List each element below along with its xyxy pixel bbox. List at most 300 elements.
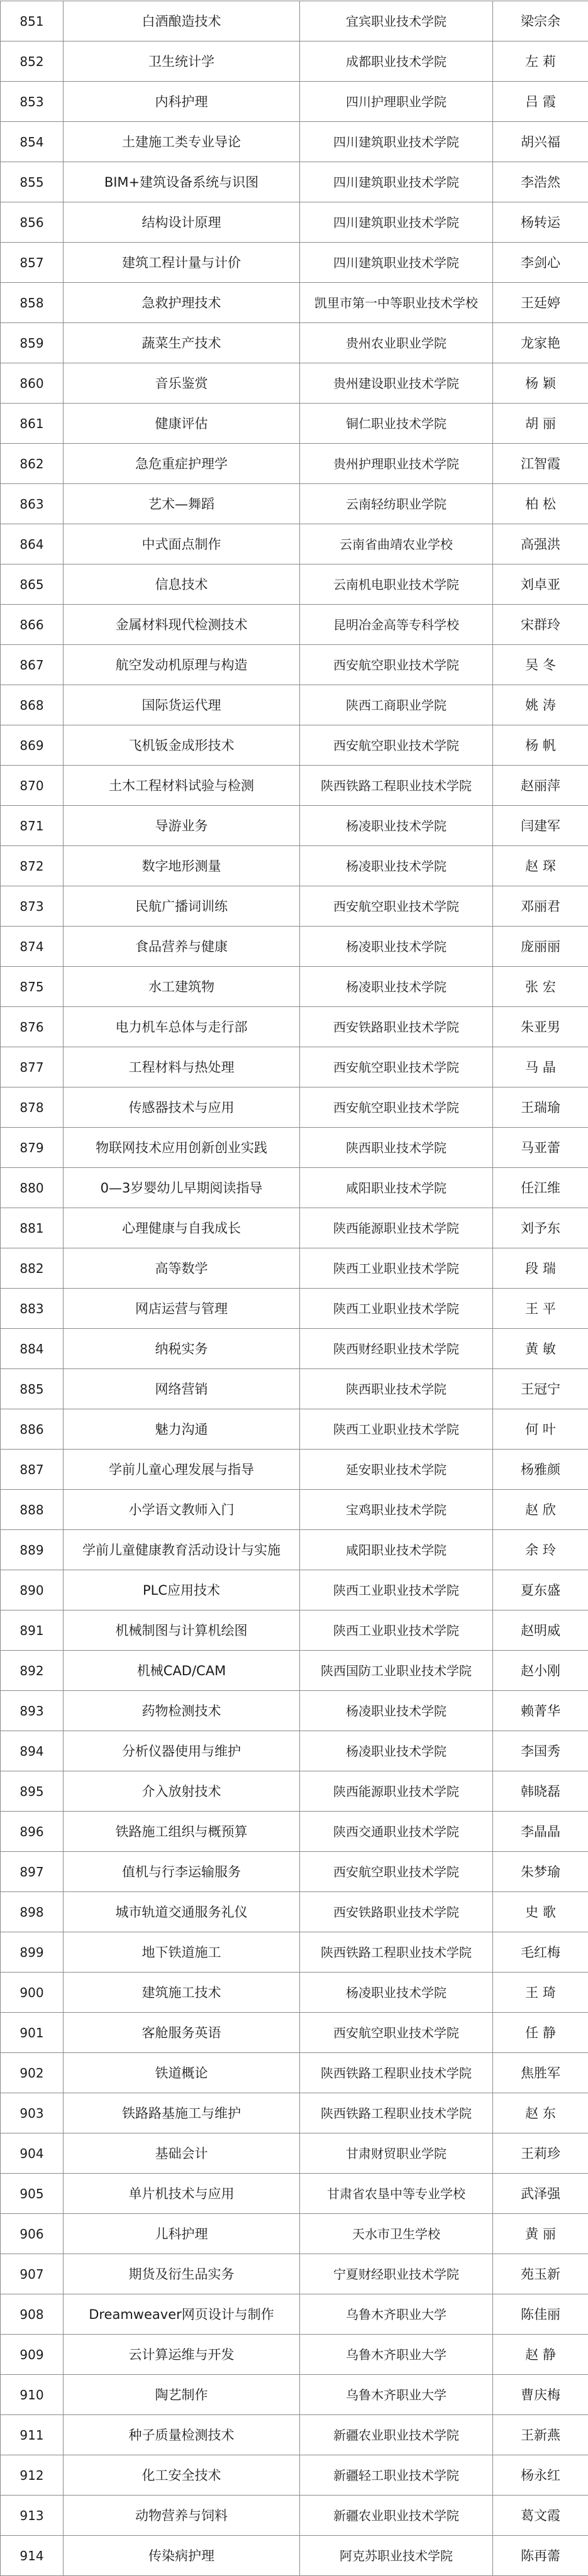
table-row <box>1 1248 588 1289</box>
course-name: 建筑施工技术 <box>64 1973 300 2013</box>
row-number: 851 <box>1 1 64 41</box>
row-number: 873 <box>1 886 64 927</box>
course-name: 卫生统计学 <box>64 41 300 82</box>
school-name: 四川建筑职业技术学院 <box>300 122 493 162</box>
row-number: 853 <box>1 82 64 122</box>
table-row <box>1 323 588 363</box>
row-number: 914 <box>1 2536 64 2576</box>
row-number: 899 <box>1 1932 64 1973</box>
row-number: 911 <box>1 2415 64 2455</box>
row-number: 863 <box>1 484 64 524</box>
school-name: 西安铁路职业技术学院 <box>300 1892 493 1932</box>
table-row <box>1 524 588 564</box>
row-number: 877 <box>1 1047 64 1087</box>
row-number: 854 <box>1 122 64 162</box>
school-name: 杨凌职业技术学院 <box>300 927 493 967</box>
course-name: 音乐鉴赏 <box>64 363 300 404</box>
row-number: 860 <box>1 363 64 404</box>
lead-person: 张 宏 <box>493 967 588 1007</box>
row-number: 881 <box>1 1208 64 1248</box>
course-name: 分析仪器使用与维护 <box>64 1731 300 1771</box>
course-name: 单片机技术与应用 <box>64 2174 300 2214</box>
lead-person: 马 晶 <box>493 1047 588 1087</box>
lead-person: 史 歌 <box>493 1892 588 1932</box>
row-number: 870 <box>1 766 64 806</box>
lead-person: 刘予东 <box>493 1208 588 1248</box>
lead-person: 赵 静 <box>493 2335 588 2375</box>
course-name: 城市轨道交通服务礼仪 <box>64 1892 300 1932</box>
school-name: 西安航空职业技术学院 <box>300 725 493 766</box>
row-number: 908 <box>1 2294 64 2335</box>
school-name: 陕西工业职业技术学院 <box>300 1409 493 1450</box>
table-row <box>1 1731 588 1771</box>
row-number: 856 <box>1 202 64 243</box>
school-name: 陕西铁路工程职业技术学院 <box>300 2053 493 2093</box>
row-number: 883 <box>1 1289 64 1329</box>
row-number: 866 <box>1 605 64 645</box>
course-name: 陶艺制作 <box>64 2375 300 2415</box>
lead-person: 高强洪 <box>493 524 588 564</box>
table-row <box>1 1450 588 1490</box>
lead-person: 任 静 <box>493 2013 588 2053</box>
school-name: 贵州护理职业技术学院 <box>300 444 493 484</box>
course-name: 物联网技术应用创新创业实践 <box>64 1128 300 1168</box>
lead-person: 李晶晶 <box>493 1812 588 1852</box>
row-number: 895 <box>1 1771 64 1812</box>
row-number: 912 <box>1 2455 64 2496</box>
table-row <box>1 243 588 283</box>
lead-person: 段 瑞 <box>493 1248 588 1289</box>
lead-person: 杨 颖 <box>493 363 588 404</box>
school-name: 陕西能源职业技术学院 <box>300 1771 493 1812</box>
school-name: 陕西能源职业技术学院 <box>300 1208 493 1248</box>
row-number: 898 <box>1 1892 64 1932</box>
course-name: 蔬菜生产技术 <box>64 323 300 363</box>
lead-person: 左 莉 <box>493 41 588 82</box>
lead-person: 李剑心 <box>493 243 588 283</box>
lead-person: 夏东盛 <box>493 1570 588 1610</box>
school-name: 阿克苏职业技术学院 <box>300 2536 493 2576</box>
school-name: 四川建筑职业技术学院 <box>300 162 493 202</box>
lead-person: 韩晓磊 <box>493 1771 588 1812</box>
table-row <box>1 1369 588 1409</box>
lead-person: 朱亚男 <box>493 1007 588 1047</box>
row-number: 852 <box>1 41 64 82</box>
school-name: 杨凌职业技术学院 <box>300 1691 493 1731</box>
course-name: 铁道概论 <box>64 2053 300 2093</box>
school-name: 陕西工业职业技术学院 <box>300 1289 493 1329</box>
table-row <box>1 1973 588 2013</box>
row-number: 857 <box>1 243 64 283</box>
course-name: 云计算运维与开发 <box>64 2335 300 2375</box>
lead-person: 曹庆梅 <box>493 2375 588 2415</box>
course-name: 飞机钣金成形技术 <box>64 725 300 766</box>
course-name: 客舱服务英语 <box>64 2013 300 2053</box>
row-number: 869 <box>1 725 64 766</box>
table-row <box>1 1 588 41</box>
table-row <box>1 162 588 202</box>
school-name: 云南机电职业技术学院 <box>300 564 493 605</box>
school-name: 陕西国防工业职业技术学院 <box>300 1651 493 1691</box>
row-number: 904 <box>1 2133 64 2174</box>
row-number: 893 <box>1 1691 64 1731</box>
course-name: 内科护理 <box>64 82 300 122</box>
lead-person: 苑玉新 <box>493 2254 588 2294</box>
school-name: 四川建筑职业技术学院 <box>300 202 493 243</box>
lead-person: 邓丽君 <box>493 886 588 927</box>
lead-person: 李国秀 <box>493 1731 588 1771</box>
row-number: 867 <box>1 645 64 685</box>
school-name: 西安航空职业技术学院 <box>300 886 493 927</box>
course-name: Dreamweaver网页设计与制作 <box>64 2294 300 2335</box>
school-name: 贵州农业职业学院 <box>300 323 493 363</box>
table-row <box>1 2375 588 2415</box>
course-name: 儿科护理 <box>64 2214 300 2254</box>
table-row <box>1 2133 588 2174</box>
table-row <box>1 2214 588 2254</box>
table-row <box>1 1852 588 1892</box>
lead-person: 王 平 <box>493 1289 588 1329</box>
school-name: 陕西工业职业技术学院 <box>300 1610 493 1651</box>
school-name: 陕西财经职业技术学院 <box>300 1329 493 1369</box>
school-name: 宜宾职业技术学院 <box>300 1 493 41</box>
table-row <box>1 2536 588 2576</box>
school-name: 新疆农业职业技术学院 <box>300 2415 493 2455</box>
lead-person: 李浩然 <box>493 162 588 202</box>
course-name: 高等数学 <box>64 1248 300 1289</box>
table-row <box>1 2254 588 2294</box>
school-name: 西安航空职业技术学院 <box>300 1047 493 1087</box>
school-name: 陕西职业技术学院 <box>300 1128 493 1168</box>
row-number: 868 <box>1 685 64 725</box>
course-name: 白酒酿造技术 <box>64 1 300 41</box>
lead-person: 赵 东 <box>493 2093 588 2133</box>
lead-person: 王莉珍 <box>493 2133 588 2174</box>
course-name: 介入放射技术 <box>64 1771 300 1812</box>
lead-person: 吴 冬 <box>493 645 588 685</box>
table-row <box>1 1651 588 1691</box>
school-name: 杨凌职业技术学院 <box>300 1973 493 2013</box>
school-name: 延安职业技术学院 <box>300 1450 493 1490</box>
school-name: 杨凌职业技术学院 <box>300 1731 493 1771</box>
row-number: 878 <box>1 1087 64 1128</box>
school-name: 杨凌职业技术学院 <box>300 967 493 1007</box>
course-name: 传感器技术与应用 <box>64 1087 300 1128</box>
school-name: 凯里市第一中等职业技术学校 <box>300 283 493 323</box>
lead-person: 黄 丽 <box>493 2214 588 2254</box>
row-number: 880 <box>1 1168 64 1208</box>
table-row <box>1 404 588 444</box>
school-name: 西安航空职业技术学院 <box>300 1852 493 1892</box>
lead-person: 梁宗余 <box>493 1 588 41</box>
course-name: 导游业务 <box>64 806 300 846</box>
course-name: 健康评估 <box>64 404 300 444</box>
school-name: 陕西铁路工程职业技术学院 <box>300 2093 493 2133</box>
row-number: 884 <box>1 1329 64 1369</box>
table-row <box>1 1932 588 1973</box>
row-number: 887 <box>1 1450 64 1490</box>
lead-person: 江智霞 <box>493 444 588 484</box>
lead-person: 胡 丽 <box>493 404 588 444</box>
table-row <box>1 283 588 323</box>
lead-person: 焦胜军 <box>493 2053 588 2093</box>
row-number: 894 <box>1 1731 64 1771</box>
school-name: 西安航空职业技术学院 <box>300 1087 493 1128</box>
lead-person: 姚 涛 <box>493 685 588 725</box>
row-number: 864 <box>1 524 64 564</box>
course-name: BIM+建筑设备系统与识图 <box>64 162 300 202</box>
lead-person: 刘卓亚 <box>493 564 588 605</box>
course-name: 急救护理技术 <box>64 283 300 323</box>
table-row <box>1 82 588 122</box>
school-name: 陕西职业技术学院 <box>300 1369 493 1409</box>
lead-person: 龙家艳 <box>493 323 588 363</box>
row-number: 896 <box>1 1812 64 1852</box>
table-body <box>1 1 588 2576</box>
lead-person: 赵 琛 <box>493 846 588 886</box>
school-name: 西安航空职业技术学院 <box>300 645 493 685</box>
school-name: 陕西交通职业技术学院 <box>300 1812 493 1852</box>
school-name: 杨凌职业技术学院 <box>300 846 493 886</box>
course-name: 金属材料现代检测技术 <box>64 605 300 645</box>
lead-person: 何 叶 <box>493 1409 588 1450</box>
school-name: 云南省曲靖农业学校 <box>300 524 493 564</box>
table-row <box>1 1610 588 1651</box>
course-name: 纳税实务 <box>64 1329 300 1369</box>
lead-person: 武泽强 <box>493 2174 588 2214</box>
lead-person: 杨永红 <box>493 2455 588 2496</box>
table-row <box>1 645 588 685</box>
course-name: 学前儿童心理发展与指导 <box>64 1450 300 1490</box>
lead-person: 胡兴福 <box>493 122 588 162</box>
lead-person: 闫建军 <box>493 806 588 846</box>
school-name: 宁夏财经职业技术学院 <box>300 2254 493 2294</box>
table-row <box>1 363 588 404</box>
table-row <box>1 1771 588 1812</box>
school-name: 四川建筑职业技术学院 <box>300 243 493 283</box>
course-name: 动物营养与饲料 <box>64 2496 300 2536</box>
lead-person: 黄 敏 <box>493 1329 588 1369</box>
row-number: 890 <box>1 1570 64 1610</box>
course-name: 心理健康与自我成长 <box>64 1208 300 1248</box>
row-number: 879 <box>1 1128 64 1168</box>
course-name: 艺术—舞蹈 <box>64 484 300 524</box>
row-number: 862 <box>1 444 64 484</box>
lead-person: 任江维 <box>493 1168 588 1208</box>
row-number: 900 <box>1 1973 64 2013</box>
table-row <box>1 2455 588 2496</box>
school-name: 成都职业技术学院 <box>300 41 493 82</box>
course-name: 网络营销 <box>64 1369 300 1409</box>
table-row <box>1 1007 588 1047</box>
lead-person: 马亚蕾 <box>493 1128 588 1168</box>
course-name: 网店运营与管理 <box>64 1289 300 1329</box>
school-name: 乌鲁木齐职业大学 <box>300 2375 493 2415</box>
course-name: 信息技术 <box>64 564 300 605</box>
table-row <box>1 2496 588 2536</box>
table-row <box>1 766 588 806</box>
course-name: 期货及衍生品实务 <box>64 2254 300 2294</box>
table-row <box>1 41 588 82</box>
lead-person: 宋群玲 <box>493 605 588 645</box>
course-name: 传染病护理 <box>64 2536 300 2576</box>
course-name: 0—3岁婴幼儿早期阅读指导 <box>64 1168 300 1208</box>
school-name: 宝鸡职业技术学院 <box>300 1490 493 1530</box>
school-name: 昆明冶金高等专科学校 <box>300 605 493 645</box>
school-name: 新疆轻工职业技术学院 <box>300 2455 493 2496</box>
school-name: 咸阳职业技术学院 <box>300 1168 493 1208</box>
row-number: 861 <box>1 404 64 444</box>
table-row <box>1 1570 588 1610</box>
lead-person: 杨转运 <box>493 202 588 243</box>
table-row <box>1 2053 588 2093</box>
course-name: 航空发动机原理与构造 <box>64 645 300 685</box>
row-number: 865 <box>1 564 64 605</box>
course-name: 机械制图与计算机绘图 <box>64 1610 300 1651</box>
course-name: 电力机车总体与走行部 <box>64 1007 300 1047</box>
row-number: 875 <box>1 967 64 1007</box>
course-name: 值机与行李运输服务 <box>64 1852 300 1892</box>
school-name: 陕西铁路工程职业技术学院 <box>300 766 493 806</box>
table-row <box>1 1530 588 1570</box>
row-number: 907 <box>1 2254 64 2294</box>
school-name: 西安航空职业技术学院 <box>300 2013 493 2053</box>
table-row <box>1 967 588 1007</box>
course-name: 学前儿童健康教育活动设计与实施 <box>64 1530 300 1570</box>
course-name: 急危重症护理学 <box>64 444 300 484</box>
row-number: 901 <box>1 2013 64 2053</box>
lead-person: 余 玲 <box>493 1530 588 1570</box>
row-number: 876 <box>1 1007 64 1047</box>
lead-person: 王瑞瑜 <box>493 1087 588 1128</box>
table-row <box>1 605 588 645</box>
course-name: 水工建筑物 <box>64 967 300 1007</box>
row-number: 905 <box>1 2174 64 2214</box>
school-name: 甘肃省农垦中等专业学校 <box>300 2174 493 2214</box>
lead-person: 王 琦 <box>493 1973 588 2013</box>
course-name: 基础会计 <box>64 2133 300 2174</box>
school-name: 乌鲁木齐职业大学 <box>300 2294 493 2335</box>
table-row <box>1 685 588 725</box>
row-number: 888 <box>1 1490 64 1530</box>
table-row <box>1 1168 588 1208</box>
lead-person: 葛文霞 <box>493 2496 588 2536</box>
school-name: 四川护理职业学院 <box>300 82 493 122</box>
course-name: 小学语文教师入门 <box>64 1490 300 1530</box>
table-row <box>1 1892 588 1932</box>
lead-person: 陈佳丽 <box>493 2294 588 2335</box>
row-number: 889 <box>1 1530 64 1570</box>
row-number: 874 <box>1 927 64 967</box>
lead-person: 毛红梅 <box>493 1932 588 1973</box>
course-name: 数字地形测量 <box>64 846 300 886</box>
course-name: 药物检测技术 <box>64 1691 300 1731</box>
table-row <box>1 1128 588 1168</box>
table-row <box>1 1490 588 1530</box>
table-row <box>1 484 588 524</box>
course-table <box>0 1 588 2576</box>
course-name: 食品营养与健康 <box>64 927 300 967</box>
course-name: PLC应用技术 <box>64 1570 300 1610</box>
row-number: 858 <box>1 283 64 323</box>
school-name: 云南轻纺职业学院 <box>300 484 493 524</box>
table-row <box>1 202 588 243</box>
lead-person: 柏 松 <box>493 484 588 524</box>
course-name: 铁路路基施工与维护 <box>64 2093 300 2133</box>
school-name: 陕西铁路工程职业技术学院 <box>300 1932 493 1973</box>
school-name: 陕西工业职业技术学院 <box>300 1248 493 1289</box>
table-row <box>1 725 588 766</box>
row-number: 897 <box>1 1852 64 1892</box>
school-name: 乌鲁木齐职业大学 <box>300 2335 493 2375</box>
school-name: 杨凌职业技术学院 <box>300 806 493 846</box>
row-number: 906 <box>1 2214 64 2254</box>
lead-person: 王新燕 <box>493 2415 588 2455</box>
lead-person: 陈再薷 <box>493 2536 588 2576</box>
table-row <box>1 846 588 886</box>
table-row <box>1 2093 588 2133</box>
lead-person: 吕 霞 <box>493 82 588 122</box>
course-name: 化工安全技术 <box>64 2455 300 2496</box>
course-name: 工程材料与热处理 <box>64 1047 300 1087</box>
table-row <box>1 2013 588 2053</box>
row-number: 882 <box>1 1248 64 1289</box>
course-name: 结构设计原理 <box>64 202 300 243</box>
lead-person: 杨 帆 <box>493 725 588 766</box>
row-number: 859 <box>1 323 64 363</box>
row-number: 903 <box>1 2093 64 2133</box>
table-row <box>1 1047 588 1087</box>
lead-person: 杨雅颜 <box>493 1450 588 1490</box>
school-name: 新疆农业职业技术学院 <box>300 2496 493 2536</box>
course-name: 国际货运代理 <box>64 685 300 725</box>
school-name: 陕西工业职业技术学院 <box>300 1570 493 1610</box>
table-row <box>1 1691 588 1731</box>
lead-person: 赵小刚 <box>493 1651 588 1691</box>
row-number: 902 <box>1 2053 64 2093</box>
lead-person: 朱梦瑜 <box>493 1852 588 1892</box>
row-number: 886 <box>1 1409 64 1450</box>
table-row <box>1 1087 588 1128</box>
row-number: 871 <box>1 806 64 846</box>
course-name: 魅力沟通 <box>64 1409 300 1450</box>
course-name: 种子质量检测技术 <box>64 2415 300 2455</box>
table-row <box>1 1329 588 1369</box>
school-name: 天水市卫生学校 <box>300 2214 493 2254</box>
table-row <box>1 806 588 846</box>
school-name: 甘肃财贸职业学院 <box>300 2133 493 2174</box>
course-name: 建筑工程计量与计价 <box>64 243 300 283</box>
table-row <box>1 2294 588 2335</box>
row-number: 872 <box>1 846 64 886</box>
row-number: 885 <box>1 1369 64 1409</box>
row-number: 891 <box>1 1610 64 1651</box>
table-row <box>1 927 588 967</box>
table-row <box>1 2415 588 2455</box>
school-name: 咸阳职业技术学院 <box>300 1530 493 1570</box>
table-row <box>1 1208 588 1248</box>
row-number: 892 <box>1 1651 64 1691</box>
table-row <box>1 1289 588 1329</box>
lead-person: 庞丽丽 <box>493 927 588 967</box>
row-number: 855 <box>1 162 64 202</box>
lead-person: 赖菁华 <box>493 1691 588 1731</box>
lead-person: 赵 欣 <box>493 1490 588 1530</box>
course-name: 铁路施工组织与概预算 <box>64 1812 300 1852</box>
school-name: 陕西工商职业学院 <box>300 685 493 725</box>
course-name: 机械CAD/CAM <box>64 1651 300 1691</box>
table-row <box>1 564 588 605</box>
